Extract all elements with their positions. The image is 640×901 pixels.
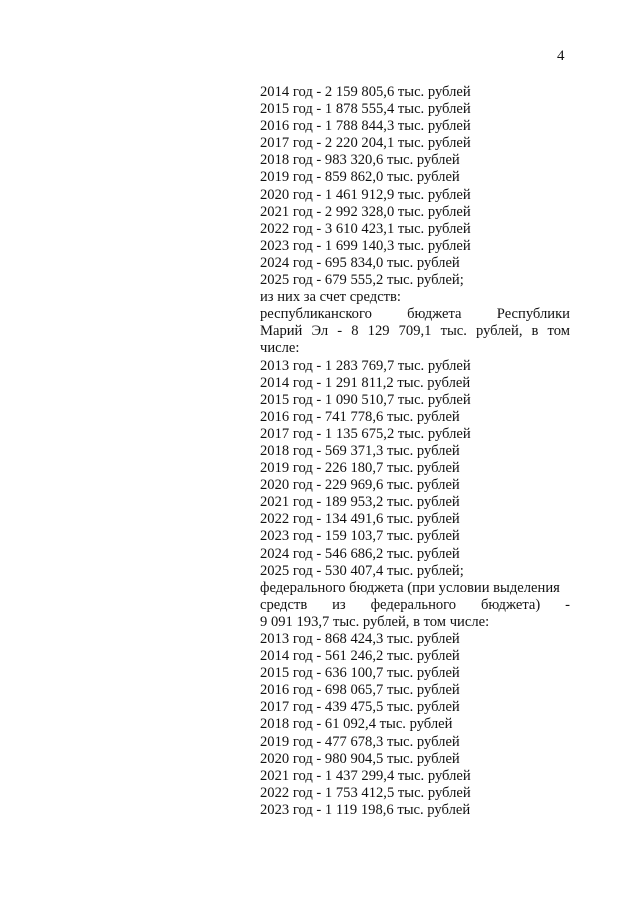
page-number: 4 <box>557 48 565 64</box>
list-item: 2018 год - 569 371,3 тыс. рублей <box>260 442 460 459</box>
list-item: 2025 год - 679 555,2 тыс. рублей; <box>260 272 464 289</box>
list-item: 2014 год - 1 291 811,2 тыс. рублей <box>260 374 471 391</box>
republic-funding-by-year <box>260 358 570 580</box>
list-item: 2020 год - 1 461 912,9 тыс. рублей <box>260 186 471 203</box>
list-item: 2017 год - 439 475,5 тыс. рублей <box>260 699 460 716</box>
list-item: 2014 год - 561 246,2 тыс. рублей <box>260 648 460 665</box>
list-item: 2013 год - 868 424,3 тыс. рублей <box>260 631 460 647</box>
list-item: 2015 год - 636 100,7 тыс. рублей <box>260 665 460 682</box>
list-item: 2024 год - 695 834,0 тыс. рублей <box>260 254 460 271</box>
list-item: 2013 год - 1 283 769,7 тыс. рублей <box>260 357 471 374</box>
list-item: 2018 год - 983 320,6 тыс. рублей <box>260 152 460 169</box>
republic-budget-paragraph <box>260 306 570 357</box>
list-item: 2017 год - 2 220 204,1 тыс. рублей <box>260 135 471 152</box>
document-body <box>260 84 570 819</box>
list-item: 2019 год - 226 180,7 тыс. рублей <box>260 460 460 477</box>
total-funding-by-year <box>260 84 570 289</box>
federal-budget-paragraph <box>260 580 570 631</box>
list-item: 2021 год - 1 437 299,4 тыс. рублей <box>260 767 471 784</box>
list-item: 2022 год - 1 753 412,5 тыс. рублей <box>260 784 471 801</box>
list-item: 2019 год - 477 678,3 тыс. рублей <box>260 733 460 750</box>
paragraph-line: средств из федерального бюджета) - <box>260 596 570 613</box>
list-item: 2022 год - 3 610 423,1 тыс. рублей <box>260 220 471 237</box>
paragraph-line: республиканского бюджета Республики <box>260 306 570 323</box>
federal-funding-by-year <box>260 631 570 819</box>
list-item: 2017 год - 1 135 675,2 тыс. рублей <box>260 425 471 442</box>
list-item: 2016 год - 698 065,7 тыс. рублей <box>260 682 460 699</box>
from-them-heading: из них за счет средств: <box>260 289 401 306</box>
paragraph-line: 9 091 193,7 тыс. рублей, в том числе: <box>260 613 490 630</box>
list-item: 2025 год - 530 407,4 тыс. рублей; <box>260 562 464 579</box>
list-item: 2018 год - 61 092,4 тыс. рублей <box>260 716 453 733</box>
list-item: 2016 год - 1 788 844,3 тыс. рублей <box>260 118 471 135</box>
paragraph-line: Марий Эл - 8 129 709,1 тыс. рублей, в том <box>260 323 570 340</box>
paragraph-line: числе: <box>260 340 300 357</box>
list-item: 2014 год - 2 159 805,6 тыс. рублей <box>260 84 471 100</box>
list-item: 2024 год - 546 686,2 тыс. рублей <box>260 545 460 562</box>
list-item: 2015 год - 1 090 510,7 тыс. рублей <box>260 391 471 408</box>
list-item: 2020 год - 229 969,6 тыс. рублей <box>260 477 460 494</box>
list-item: 2019 год - 859 862,0 тыс. рублей <box>260 169 460 186</box>
list-item: 2023 год - 1 699 140,3 тыс. рублей <box>260 237 471 254</box>
list-item: 2023 год - 1 119 198,6 тыс. рублей <box>260 801 471 818</box>
list-item: 2016 год - 741 778,6 тыс. рублей <box>260 408 460 425</box>
list-item: 2023 год - 159 103,7 тыс. рублей <box>260 528 460 545</box>
paragraph-line: федерального бюджета (при условии выделения <box>260 579 560 596</box>
list-item: 2015 год - 1 878 555,4 тыс. рублей <box>260 101 471 118</box>
list-item: 2021 год - 2 992 328,0 тыс. рублей <box>260 203 471 220</box>
list-item: 2021 год - 189 953,2 тыс. рублей <box>260 494 460 511</box>
list-item: 2020 год - 980 904,5 тыс. рублей <box>260 750 460 767</box>
list-item: 2022 год - 134 491,6 тыс. рублей <box>260 511 460 528</box>
